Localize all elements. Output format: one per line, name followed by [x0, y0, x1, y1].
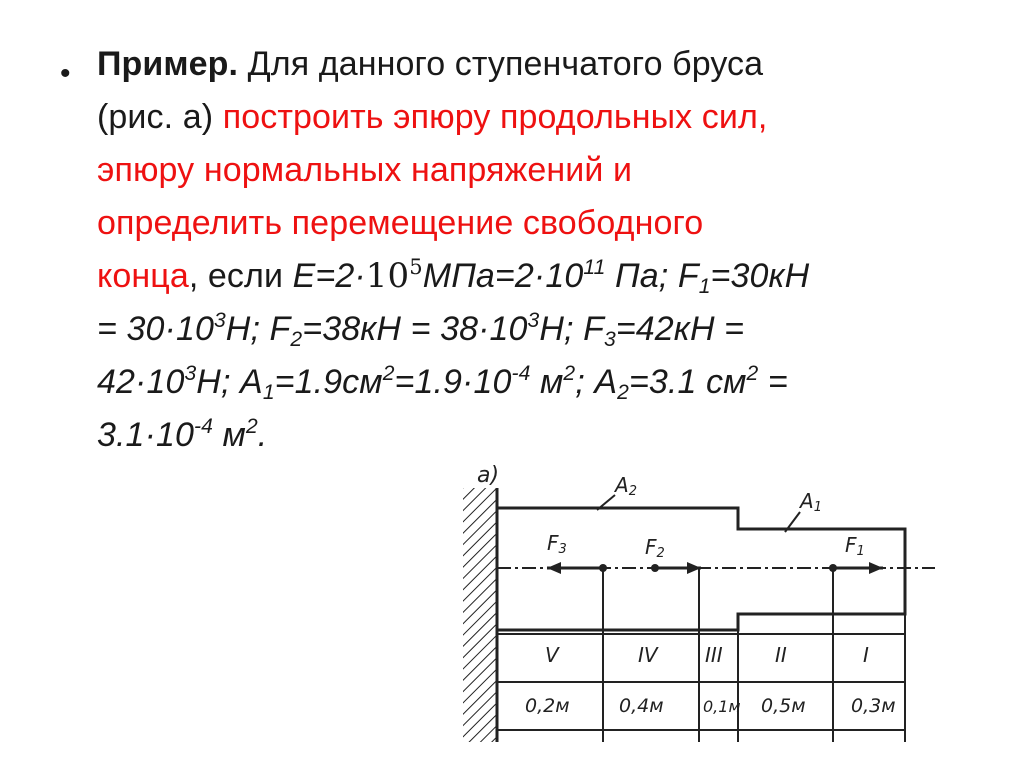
stepped-bar-figure: [455, 450, 955, 750]
length-label: 0,1м: [703, 697, 741, 716]
exponent: 5: [409, 253, 423, 279]
exponent: 3: [184, 361, 197, 385]
line-6: [97, 303, 977, 356]
task-highlight: конца: [97, 257, 189, 295]
fixed-support: [463, 488, 497, 742]
formula-part: 10: [365, 256, 410, 296]
formula-part: =1.9см: [274, 363, 383, 401]
area-a2-label: A2: [615, 473, 637, 499]
length-label: 0,3м: [851, 695, 896, 717]
exponent: 11: [583, 255, 606, 279]
panel-label: а): [477, 463, 500, 488]
text-fragment: Для данного ступенчатого бруса: [238, 45, 764, 83]
exponent: 2: [563, 361, 576, 385]
formula-part: Н; А: [196, 363, 263, 401]
formula-part: =42кН =: [615, 310, 745, 348]
problem-statement: [97, 38, 977, 462]
formula-part: Па; F: [605, 257, 699, 295]
subscript: 2: [290, 327, 303, 351]
subscript: 2: [617, 380, 629, 404]
bullet-point: •: [60, 57, 71, 90]
exponent: -4: [511, 361, 531, 385]
force-f2-point: [651, 564, 659, 572]
subscript: 1: [698, 274, 711, 298]
exponent: 3: [527, 308, 540, 332]
formula-part: =: [758, 363, 788, 401]
formula-part: =3.1 см: [628, 363, 747, 401]
length-label: 0,2м: [525, 695, 570, 717]
formula-part: МПа=2·10: [422, 257, 584, 295]
exponent: 2: [245, 414, 258, 438]
exponent: 2: [746, 361, 759, 385]
formula-part: E=2·: [292, 257, 366, 295]
line-1: [97, 38, 977, 91]
length-label: 0,4м: [619, 695, 664, 717]
force-f3-head: [547, 562, 561, 574]
exponent: 3: [213, 308, 226, 332]
task-highlight: эпюру нормальных напряжений и: [97, 151, 633, 189]
task-highlight: построить эпюру продольных сил,: [222, 98, 768, 136]
exponent: 2: [382, 361, 395, 385]
text-fragment: (рис. а): [97, 98, 223, 136]
section-label: IV: [638, 643, 658, 667]
exponent: -4: [194, 414, 213, 438]
line-3: [97, 144, 977, 197]
section-label: V: [545, 643, 559, 667]
formula-part: =1.9·10: [394, 363, 512, 401]
subscript: 1: [262, 380, 275, 404]
line-2: [97, 91, 977, 144]
section-label: III: [705, 643, 723, 667]
force-f1-label: F1: [845, 533, 865, 559]
modulus-formula: [292, 253, 810, 298]
area-a1-label: A1: [800, 489, 822, 515]
task-highlight: определить перемещение свободного: [97, 204, 704, 242]
formula-part: м: [530, 363, 564, 401]
force-f3-label: F3: [547, 531, 567, 557]
line-5: [97, 250, 977, 303]
formula-part: 3.1·10: [97, 416, 195, 454]
formula-part: .: [257, 416, 268, 454]
section-label: II: [775, 643, 787, 667]
line-4: [97, 197, 977, 250]
formula-part: Н; F: [539, 310, 604, 348]
section-label: I: [863, 643, 869, 667]
force-f1-head: [869, 562, 883, 574]
formula-part: =30кН: [710, 257, 810, 295]
formula-part: м: [212, 416, 246, 454]
formula-part: ; А: [575, 363, 618, 401]
formula-part: =38кН = 38·10: [302, 310, 528, 348]
formula-part: 42·10: [97, 363, 185, 401]
length-label: 0,5м: [761, 695, 806, 717]
example-label: Пример.: [97, 45, 239, 83]
force-f2-label: F2: [645, 535, 665, 561]
line-7: [97, 356, 977, 409]
text-fragment: , если: [188, 257, 293, 295]
subscript: 3: [604, 327, 616, 351]
formula-part: = 30·10: [97, 310, 214, 348]
formula-part: Н; F: [225, 310, 291, 348]
